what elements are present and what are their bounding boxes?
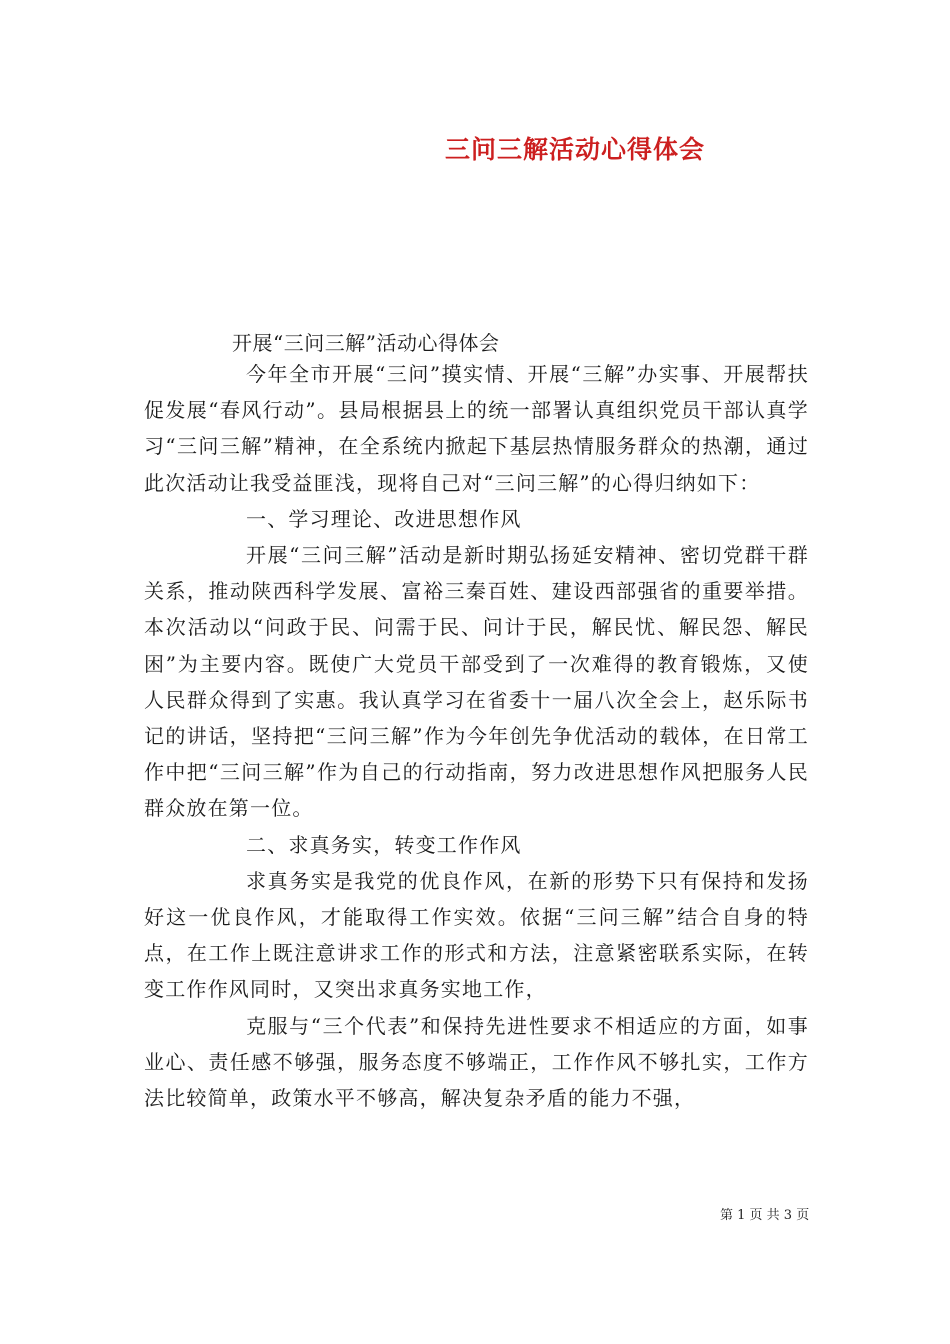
paragraph-section-2-cont: 克服与“三个代表”和保持先进性要求不相适应的方面，如事业心、责任感不够强，服务态度不够端正，工作作风不够扎实，工作方法比较简单，政策水平不够高，解决复杂矛盾的能力不强， [144,1013,809,1111]
paragraph-section-2: 求真务实是我党的优良作风，在新的形势下只有保持和发扬好这一优良作风，才能取得工作实效。依据“三问三解”结合自身的特点，在工作上既注意讲求工作的形式和方法，注意紧密联系实际，在转变工作作风同时，又突出求真务实地工作， [144,868,809,1002]
section-heading-1: 一、学习理论、改进思想作风 [246,506,522,531]
document-subtitle: 开展“三问三解”活动心得体会 [232,331,500,355]
document-body [144,356,809,1116]
document-title: 三问三解活动心得体会 [444,135,705,164]
section-heading-2: 二、求真务实，转变工作作风 [246,832,522,857]
paragraph-section-1: 开展“三问三解”活动是新时期弘扬延安精神、密切党群干群关系，推动陕西科学发展、富裕三秦百姓、建设西部强省的重要举措。本次活动以“问政于民、问需于民、问计于民，解民忧、解民怨、解民困”为主要内容。既使广大党员干部受到了一次难得的教育锻炼，又使人民群众得到了实惠。我认真学习在省委十一届八次全会上，赵乐际书记的讲话，坚持把“三问三解”作为今年创先争优活动的载体，在日常工作中把“三问三解”作为自己的行动指南，努力改进思想作风把服务人民群众放在第一位。 [144,543,809,821]
paragraph-intro: 今年全市开展“三问”摸实情、开展“三解”办实事、开展帮扶促发展“春风行动”。县局根据县上的统一部署认真组织党员干部认真学习“三问三解”精神，在全系统内掀起下基层热情服务群众的热潮，通过此次活动让我受益匪浅，现将自己对“三问三解”的心得归纳如下： [144,362,809,495]
page-number: 第 1 页 共 3 页 [720,1208,810,1223]
